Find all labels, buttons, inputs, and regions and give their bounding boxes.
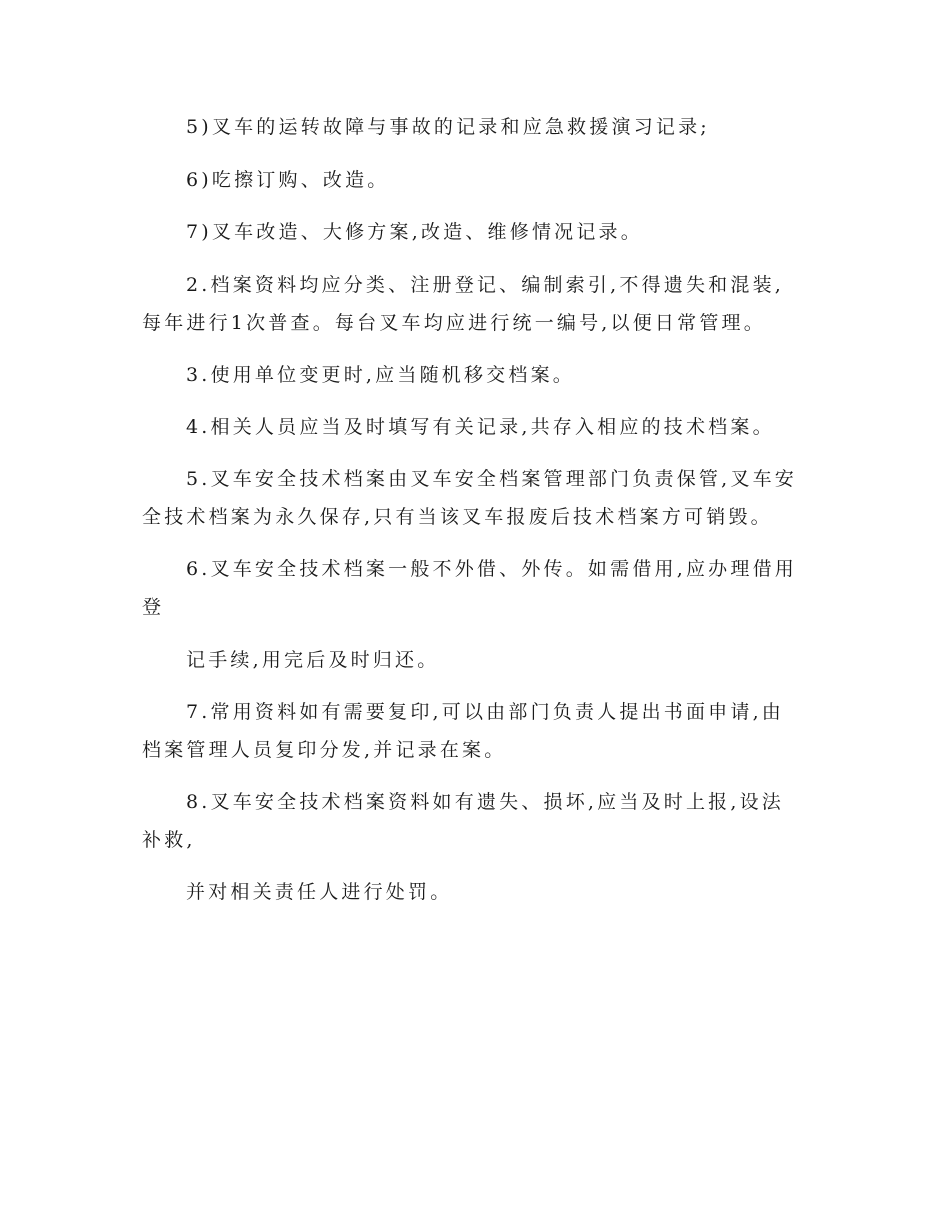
text-line-clause5-b: 全技术档案为永久保存,只有当该叉车报废后技术档案方可销毁。 <box>142 506 773 528</box>
text-line-clause8-c: 并对相关责任人进行处罚。 <box>186 881 453 903</box>
text-line-clause3: 3.使用单位变更时,应当随机移交档案。 <box>186 364 575 386</box>
text-line-clause6-a: 6.叉车安全技术档案一般不外借、外传。如需借用,应办理借用 <box>186 558 797 580</box>
text-line-clause2-a: 2.档案资料均应分类、注册登记、编制索引,不得遗失和混装, <box>186 274 785 296</box>
text-line-item7-modify: 7)叉车改造、大修方案,改造、维修情况记录。 <box>186 221 643 243</box>
text-line-clause7-b: 档案管理人员复印分发,并记录在案。 <box>142 739 507 761</box>
text-line-clause5-a: 5.叉车安全技术档案由叉车安全档案管理部门负责保管,叉车安 <box>186 468 797 490</box>
text-line-clause6-b: 登 <box>142 596 165 618</box>
text-line-clause6-c: 记手续,用完后及时归还。 <box>186 649 440 671</box>
text-line-clause7-a: 7.常用资料如有需要复印,可以由部门负责人提出书面申请,由 <box>186 701 785 723</box>
text-line-item6-order: 6)吃擦订购、改造。 <box>186 169 390 191</box>
text-line-clause4: 4.相关人员应当及时填写有关记录,共存入相应的技术档案。 <box>186 416 775 438</box>
text-line-clause8-a: 8.叉车安全技术档案资料如有遗失、损坏,应当及时上报,设法 <box>186 791 785 813</box>
text-line-clause8-b: 补救, <box>142 829 196 851</box>
text-line-clause2-b: 每年进行1次普查。每台叉车均应进行统一编号,以便日常管理。 <box>142 312 766 334</box>
text-line-item5-record: 5)叉车的运转故障与事故的记录和应急救援演习记录; <box>186 116 710 138</box>
